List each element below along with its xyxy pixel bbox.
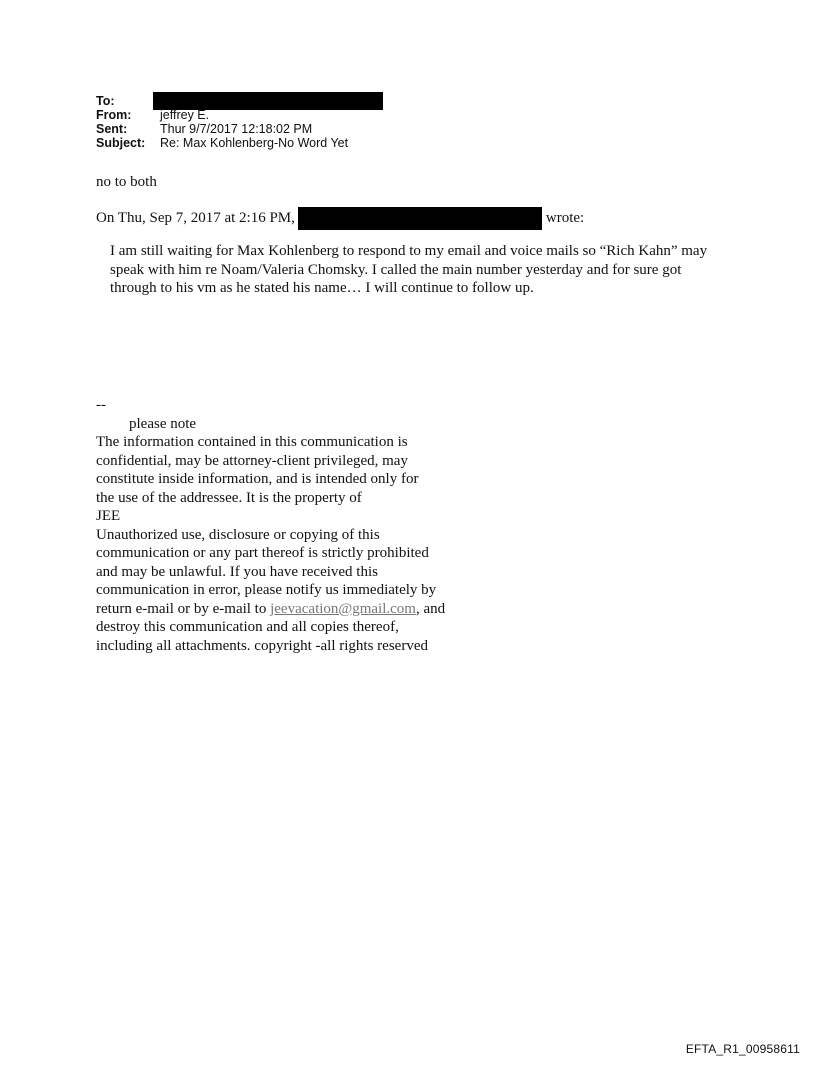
disclaimer-line: JEE [96,508,121,524]
to-row [96,94,383,108]
subject-row [96,136,383,150]
disclaimer-line: confidential, may be attorney-client privileged, may [96,452,408,469]
email-link[interactable]: jeevacation@gmail.com [270,600,416,617]
redaction-bar [298,207,542,230]
document-id: EFTA_R1_00958611 [685,1042,800,1056]
disclaimer-line: constitute inside information, and is intended only for [96,471,419,487]
disclaimer-line-suffix: , and [415,600,446,617]
sent-value: Thur 9/7/2017 12:18:02 PM [160,122,313,136]
disclaimer-line: and may be unlawful. If you have received this [96,563,378,580]
attribution-suffix: wrote: [545,210,585,227]
signature-dashes: -- [96,397,106,413]
to-value [160,94,383,108]
reply-text: no to both [96,174,157,190]
disclaimer-line: communication or any part thereof is strictly prohibited [96,545,429,561]
quote-attribution [96,207,584,230]
signature-note: please note [129,415,197,432]
from-row [96,108,383,122]
disclaimer-line: communication in error, please notify us immediately by [96,582,437,598]
email-header [96,94,383,150]
disclaimer-line: The information contained in this communication is [96,434,408,450]
subject-value: Re: Max Kohlenberg-No Word Yet [160,136,349,150]
sent-row [96,122,383,136]
to-label: To: [96,94,115,108]
disclaimer-line: destroy this communication and all copies thereof, [96,619,399,635]
quoted-message: I am still waiting for Max Kohlenberg to respond to my email and voice mails so “Rich Kahn” may speak with him re Noam/Valeria Chomsky. I called the main number yesterday and for sure got through to his vm as he stated his name… I will continue to follow up. [110,243,708,296]
from-value: jeffrey E. [160,108,210,122]
disclaimer-line [96,600,476,619]
sent-label: Sent: [96,122,128,136]
disclaimer-line: the use of the addressee. It is the property of [96,489,362,506]
disclaimer-line: including all attachments. copyright -all rights reserved [96,637,428,654]
attribution-prefix: On Thu, Sep 7, 2017 at 2:16 PM, [96,210,295,227]
from-label: From: [96,108,132,122]
disclaimer-line: Unauthorized use, disclosure or copying of this [96,526,380,543]
signature-block [96,396,476,655]
subject-label: Subject: [96,136,146,150]
disclaimer-line-prefix: return e-mail or by e-mail to [96,600,267,617]
